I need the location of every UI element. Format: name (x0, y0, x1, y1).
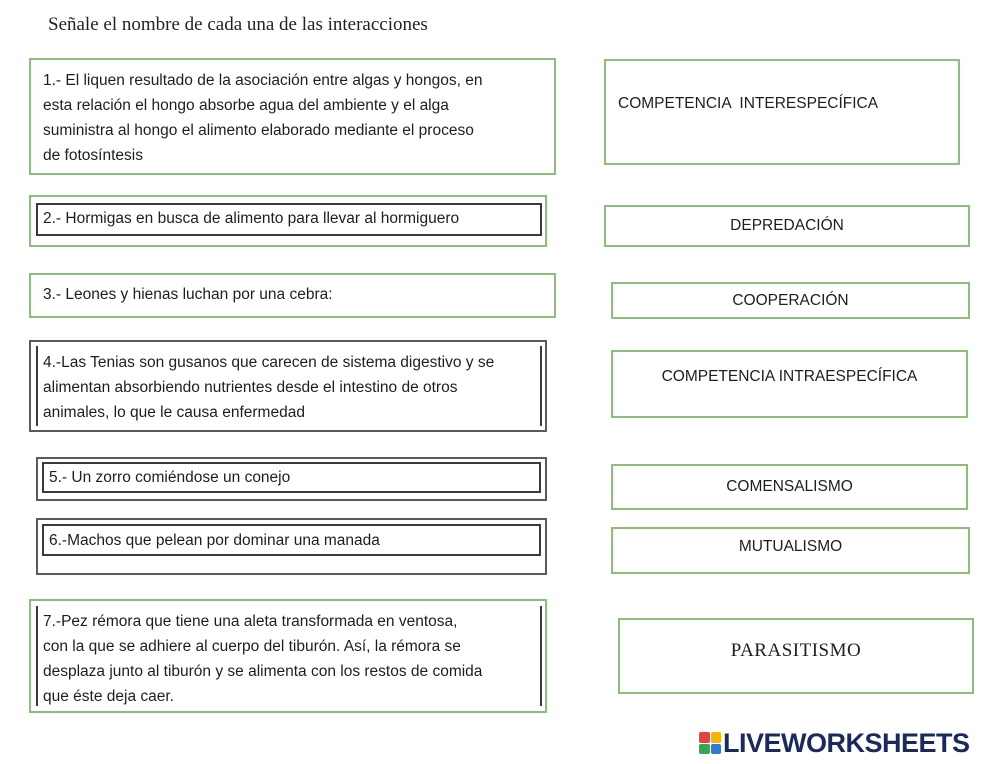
item-7-line-3: desplaza junto al tiburón y se alimenta con los restos de comida (43, 663, 483, 680)
option-depredacion[interactable]: DEPREDACIÓN (604, 205, 970, 247)
item-4-text (43, 350, 494, 425)
item-6-text: 6.-Machos que pelean por dominar una manada (49, 532, 380, 549)
liveworksheets-logo-text: LIVEWORKSHEETS (723, 727, 970, 758)
item-1-text (43, 68, 482, 168)
option-parasitismo[interactable]: PARASITISMO (618, 618, 974, 694)
item-5-text: 5.- Un zorro comiéndose un conejo (49, 469, 291, 486)
option-competencia-interespecifica[interactable]: COMPETENCIA INTERESPECÍFICA (604, 59, 960, 165)
liveworksheets-logo (699, 728, 970, 758)
item-7-text (43, 609, 482, 709)
item-1-line-1: 1.- El liquen resultado de la asociación entre algas y hongos, en (43, 72, 483, 89)
item-4-line-3: animales, lo que le causa enfermedad (43, 404, 305, 421)
item-7-line-4: que éste deja caer. (43, 688, 174, 705)
liveworksheets-logo-icon (699, 732, 721, 754)
option-cooperacion[interactable]: COOPERACIÓN (611, 282, 970, 319)
item-4-line-1: 4.-Las Tenias son gusanos que carecen de sistema digestivo y se (43, 354, 495, 371)
item-7-line-1: 7.-Pez rémora que tiene una aleta transformada en ventosa, (43, 613, 458, 630)
item-4-line-2: alimentan absorbiendo nutrientes desde el intestino de otros (43, 379, 458, 396)
item-1-line-4: de fotosíntesis (43, 147, 143, 164)
logo-square-yellow (711, 732, 722, 743)
option-comensalismo[interactable]: COMENSALISMO (611, 464, 968, 510)
option-competencia-intraespecifica[interactable]: COMPETENCIA INTRAESPECÍFICA (611, 350, 968, 418)
logo-square-green (699, 744, 710, 755)
item-2-text: 2.- Hormigas en busca de alimento para llevar al hormiguero (43, 210, 460, 227)
option-mutualismo[interactable]: MUTUALISMO (611, 527, 970, 574)
logo-square-red (699, 732, 710, 743)
item-3-text: 3.- Leones y hienas luchan por una cebra: (43, 286, 333, 303)
page-title: Señale el nombre de cada una de las interacciones (48, 14, 428, 35)
item-7-line-2: con la que se adhiere al cuerpo del tiburón. Así, la rémora se (43, 638, 461, 655)
item-1-line-3: suministra al hongo el alimento elaborado mediante el proceso (43, 122, 474, 139)
logo-square-blue (711, 744, 722, 755)
item-1-line-2: esta relación el hongo absorbe agua del ambiente y el alga (43, 97, 449, 114)
